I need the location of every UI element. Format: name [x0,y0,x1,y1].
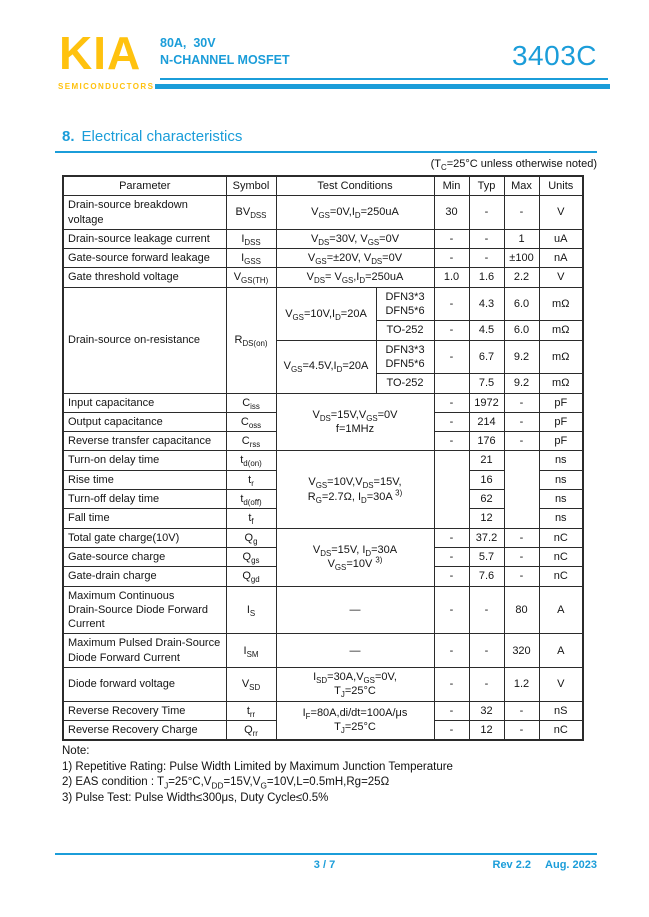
table-cell: - [504,547,539,566]
electrical-characteristics-table [62,175,584,741]
footer-rule [55,853,597,855]
table-cell: $V_{GS}=10V,V_{DS}=15V$, $R_G=2.7\Omega$, $I_D=30A$ $^{3)}$ [276,451,434,528]
table-cell: pF [539,393,583,412]
column-header: Max [504,176,539,196]
table-cell: 2.2 [504,268,539,287]
table-cell: 214 [469,412,504,431]
table-cell: 6.7 [469,340,504,374]
table-cell: Maximum Pulsed Drain-Source Diode Forward Current [63,634,226,668]
table-cell: $C_{iss}$ [226,393,276,412]
table-cell: 7.5 [469,374,504,393]
table-cell: mΩ [539,287,583,321]
table-cell: Reverse Recovery Time [63,701,226,720]
table-cell: $I_S$ [226,586,276,634]
table-cell: Drain-source on-resistance [63,287,226,393]
table-cell: nC [539,547,583,566]
table-cell: 12 [469,509,504,528]
note-line: 1) Repetitive Rating: Pulse Width Limited by Maximum Junction Temperature [62,760,453,773]
table-cell: V [539,268,583,287]
table-cell: $C_{oss}$ [226,412,276,431]
table-cell: - [434,634,469,668]
table-cell: - [469,634,504,668]
table-cell: - [434,412,469,431]
brand-logo-subtext: SEMICONDUCTORS [58,82,155,91]
table-cell: - [504,720,539,740]
table-cell: DFN3*3 DFN5*6 [376,287,434,321]
table-row [63,701,583,720]
table-cell: - [504,432,539,451]
table-header-row [63,176,583,196]
table-cell: - [504,412,539,431]
table-row [63,249,583,268]
table-cell: TO-252 [376,374,434,393]
table-cell: 5.7 [469,547,504,566]
table-cell: - [434,321,469,340]
table-cell: 4.3 [469,287,504,321]
table-cell: 6.0 [504,321,539,340]
table-cell: DFN3*3 DFN5*6 [376,340,434,374]
table-cell: - [434,586,469,634]
section-heading [62,128,242,145]
table-cell: Gate threshold voltage [63,268,226,287]
table-cell: $V_{GS}=10V,I_D=20A$ [276,287,376,340]
table-cell: - [434,701,469,720]
table-row [63,586,583,634]
revision-info [493,859,598,871]
table-cell [504,451,539,528]
table-cell: $I_F=80A,di/dt=100A/\mu s$ $T_J=25^\circ C$ [276,701,434,740]
table-cell: 12 [469,720,504,740]
note-line: 3) Pulse Test: Pulse Width≤300μs, Duty Cycle≤0.5% [62,792,329,805]
table-cell: ns [539,470,583,489]
table-cell: Gate-source charge [63,547,226,566]
table-cell: Drain-source leakage current [63,229,226,248]
table-cell: $t_f$ [226,509,276,528]
table-cell: 1 [504,229,539,248]
table-cell: - [469,668,504,702]
table-cell: $I_{GSS}$ [226,249,276,268]
table-cell: $I_{DSS}$ [226,229,276,248]
content-column [62,175,583,807]
table-cell: pF [539,412,583,431]
table-cell: $V_{GS(TH)}$ [226,268,276,287]
section-title: Electrical characteristics [81,128,243,145]
table-cell: 62 [469,490,504,509]
revision-label: Rev 2.2 [492,859,532,871]
page-number: 3 / 7 [313,859,336,871]
table-cell: Rise time [63,470,226,489]
table-cell: 16 [469,470,504,489]
table-cell: 176 [469,432,504,451]
table-cell: - [504,567,539,586]
table-cell: - [434,249,469,268]
table-cell: nA [539,249,583,268]
table-cell: TO-252 [376,321,434,340]
table-cell: 30 [434,196,469,230]
table-cell: mΩ [539,340,583,374]
table-cell: - [434,340,469,374]
column-header: Min [434,176,469,196]
table-cell: A [539,586,583,634]
table-cell: uA [539,229,583,248]
brand-logo: KIA [59,27,142,79]
device-type: N-CHANNEL MOSFET [160,53,290,67]
table-cell: A [539,634,583,668]
section-number: 8. [62,128,75,145]
table-cell: $Q_{gs}$ [226,547,276,566]
header-rule-thick [155,84,610,89]
table-cell: - [434,287,469,321]
table-row [63,634,583,668]
table-cell: - [434,547,469,566]
table-header-row [63,176,583,196]
table-cell: $V_{DS}=30V$, $V_{GS}=0V$ [276,229,434,248]
table-cell: $t_{d(off)}$ [226,490,276,509]
table-cell: - [469,586,504,634]
table-cell: Total gate charge(10V) [63,528,226,547]
section-rule [55,151,597,153]
notes-title: Note: [62,745,90,758]
table-cell: nC [539,528,583,547]
table-cell: nC [539,567,583,586]
table-cell: 320 [504,634,539,668]
table-cell: $t_{rr}$ [226,701,276,720]
table-cell: mΩ [539,374,583,393]
table-cell: $V_{DS}=15V,V_{GS}=0V$ f=1MHz [276,393,434,451]
table-cell [434,451,469,528]
table-cell: 1.6 [469,268,504,287]
table-cell: mΩ [539,321,583,340]
table-row [63,393,583,412]
column-header: Symbol [226,176,276,196]
table-cell: 1.2 [504,668,539,702]
table-row [63,668,583,702]
table-cell: 37.2 [469,528,504,547]
revision-date: Aug. 2023 [545,859,597,871]
table-cell: — [276,586,434,634]
table-row [63,229,583,248]
table-cell: $V_{GS}=4.5V,I_D=20A$ [276,340,376,393]
table-cell: $t_r$ [226,470,276,489]
table-cell: - [434,229,469,248]
table-cell: ns [539,451,583,470]
table-condition-note: ($T_C=25^\circ C$ unless otherwise noted) [430,158,597,173]
table-cell: - [469,196,504,230]
note-line: 2) EAS condition : $T_J=25^\circ C,V_{DD}=15V,V_G=10V,L=0.5mH,Rg=25\Omega$ [62,776,390,791]
table-cell: Fall time [63,509,226,528]
table-cell: ±100 [504,249,539,268]
table-cell: Gate-source forward leakage [63,249,226,268]
table-cell: nC [539,720,583,740]
table-cell: pF [539,432,583,451]
table-cell: Diode forward voltage [63,668,226,702]
column-header: Test Conditions [276,176,434,196]
table-cell: $I_{SD}=30A,V_{GS}=0V$, $T_J=25^\circ C$ [276,668,434,702]
table-cell: $BV_{DSS}$ [226,196,276,230]
table-cell: ns [539,490,583,509]
table-cell: $Q_{rr}$ [226,720,276,740]
table-row [63,528,583,547]
notes-section [62,744,582,807]
table-cell: 9.2 [504,340,539,374]
table-cell: $t_{d(on)}$ [226,451,276,470]
table-cell: V [539,668,583,702]
table-cell: - [434,668,469,702]
table-cell: $V_{GS}=\pm 20V$, $V_{DS}=0V$ [276,249,434,268]
table-cell: $V_{GS}=0V,I_D=250uA$ [276,196,434,230]
column-header: Parameter [63,176,226,196]
table-cell: 1.0 [434,268,469,287]
table-cell: 4.5 [469,321,504,340]
table-cell: ns [539,509,583,528]
table-cell [434,374,469,393]
part-number: 3403C [511,40,597,71]
notes-list [62,760,582,807]
table-cell: $V_{DS}=15V$, $I_D=30A$ $V_{GS}=10V$ $^{3)}$ [276,528,434,586]
table-cell: - [434,393,469,412]
table-cell: - [469,249,504,268]
table-cell: $C_{rss}$ [226,432,276,451]
table-cell: Input capacitance [63,393,226,412]
table-cell: — [276,634,434,668]
table-cell: $I_{SM}$ [226,634,276,668]
table-cell: - [434,567,469,586]
column-header: Units [539,176,583,196]
table-cell: Turn-on delay time [63,451,226,470]
device-rating: 80A, 30V [160,36,216,50]
table-cell: - [434,528,469,547]
table-cell: 7.6 [469,567,504,586]
table-cell: 6.0 [504,287,539,321]
table-row [63,268,583,287]
table-cell: $V_{DS}= V_{GS},I_D=250uA$ [276,268,434,287]
header-rule-thin [160,78,608,80]
table-cell: Output capacitance [63,412,226,431]
table-row [63,196,583,230]
table-cell: Gate-drain charge [63,567,226,586]
table-cell: - [434,432,469,451]
table-cell: - [434,720,469,740]
table-cell: Maximum Continuous Drain-Source Diode Forward Current [63,586,226,634]
table-cell: $R_{DS(on)}$ [226,287,276,393]
table-cell: - [504,393,539,412]
table-cell: nS [539,701,583,720]
table-row [63,287,583,321]
table-cell: Reverse Recovery Charge [63,720,226,740]
table-cell: Turn-off delay time [63,490,226,509]
table-cell: 21 [469,451,504,470]
table-cell: - [469,229,504,248]
table-cell: $V_{SD}$ [226,668,276,702]
table-cell: - [504,701,539,720]
table-cell: - [504,528,539,547]
table-cell: 9.2 [504,374,539,393]
table-cell: 32 [469,701,504,720]
table-cell: Reverse transfer capacitance [63,432,226,451]
table-body [63,196,583,740]
table-cell: 1972 [469,393,504,412]
table-cell: - [504,196,539,230]
table-cell: $Q_{gd}$ [226,567,276,586]
table-cell: Drain-source breakdown voltage [63,196,226,230]
table-cell: 80 [504,586,539,634]
table-cell: V [539,196,583,230]
table-cell: $Q_g$ [226,528,276,547]
column-header: Typ [469,176,504,196]
table-row [63,451,583,470]
